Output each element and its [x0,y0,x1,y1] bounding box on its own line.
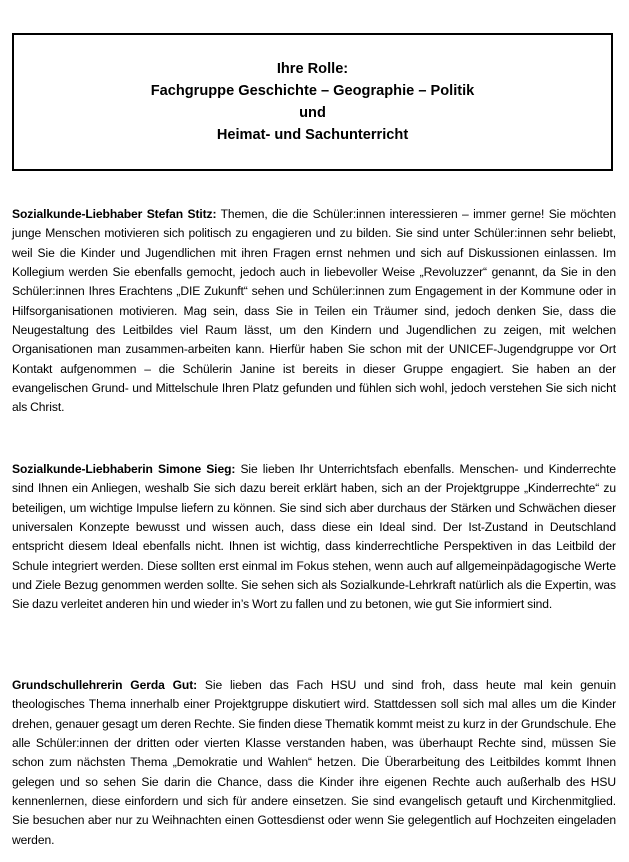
role-name: Sozialkunde-Liebhaberin Simone Sieg: [12,462,236,476]
role-name: Grundschullehrerin Gerda Gut: [12,678,198,692]
title-second-subject: Heimat- und Sachunterricht [216,127,409,143]
role-text: Sie lieben das Fach HSU und sind froh, dass heute mal kein genuin theologisches Thema innerhalb einer Projektgruppe diskutiert wird. Stattdessen soll sich mal alles um die Kinder drehen, genauer gesagt um deren Rechte. Sie finden diese Thematik kommt meist zu kurz in der Grundschule. Ehe alle Schüler:innen der dritten oder vierten Klasse verstanden haben, was überhaupt Rechte sind, müssen Sie schon zum nächsten Thema „Demokratie und Wahlen“ hetzen. Die Überarbeitung des Leitbildes kommt Ihnen gelegen und so sehen Sie darin die Chance, dass die Kinder ihre eigenen Rechte auch außerhalb des HSU kennenlernen, diese einfordern und sich für andere einsetzen. Sie sind evangelisch getauft und Kirchenmitglied. Sie besuchen aber nur zu Weihnachten einen Gottesdienst oder wenn Sie gelegentlich auf Hochzeiten eingeladen werden. [12,678,616,847]
role-name: Sozialkunde-Liebhaber Stefan Stitz: [12,207,217,221]
role-description-simone-sieg [12,460,616,615]
title-box [12,33,613,171]
role-text: Themen, die die Schüler:innen interessieren – immer gerne! Sie möchten junge Menschen motivieren sich politisch zu engagieren und zu bilden. Sie sind unter Schüler:innen sehr beliebt, weil Sie die Kinder und Jugendlichen mit ihren Fragen ernst nehmen und sich auf Diskussionen einlassen. Im Kollegium werden Sie ebenfalls gemocht, jedoch auch in liebevoller Weise „Revoluzzer“ genannt, da Sie in den Schüler:innen Ihres Erachtens „DIE Zukunft“ sehen und Schüler:innen zum Engagement in der Kommune oder in Hilfsorganisationen motivieren. Mag sein, dass Sie in Teilen ein Träumer sind, jedoch denken Sie, dass die Neugestaltung des Leitbildes viel Raum lässt, um den Kindern und Jugendlichen zu zeigen, mit welchen Organisationen man zusammen-arbeiten kann. Hierfür haben Sie schon mit der UNICEF-Jugendgruppe vor Ort Kontakt aufgenommen – die Schülerin Janine ist bereits in dieser Gruppe engagiert. Sie haben an der evangelischen Grund- und Mittelschule Ihren Platz gefunden und fühlen sich wohl, jedoch verstehen Sie sich nicht als Christ. [12,207,616,415]
role-text: Sie lieben Ihr Unterrichtsfach ebenfalls. Menschen- und Kinderrechte sind Ihnen ein Anliegen, weshalb Sie sich dazu bereit erklärt haben, sich an der Projektgruppe „Kinderrechte“ zu beteiligen, um wichtige Impulse liefern zu können. Sie sind sich aber durchaus der Stärken und Schwächen dieser universalen Konzepte bewusst und wissen auch, dass diese ein Ideal sind. Der Ist-Zustand in Deutschland entspricht diesem Ideal ebenfalls nicht. Ihnen ist wichtig, dass kinderrechtliche Perspektiven in das Leitbild der Schule integriert werden. Diese sollten erst einmal im Fokus stehen, wenn auch auf allgemeinpädagogische Werte und Ziele Bezug genommen werden sollte. Sie sehen sich als Sozialkunde-Lehrkraft natürlich als die Expertin, was Sie dazu verleitet anderen hin und wieder in’s Wort zu fallen und zu betonen, wie gut Sie informiert sind. [12,462,616,612]
title-role-heading: Ihre Rolle: [276,61,349,77]
role-description-stefan-stitz [12,205,616,418]
title-conjunction: und [299,105,326,121]
title-subject-group: Fachgruppe Geschichte – Geographie – Politik [150,83,475,99]
role-description-gerda-gut [12,676,616,850]
